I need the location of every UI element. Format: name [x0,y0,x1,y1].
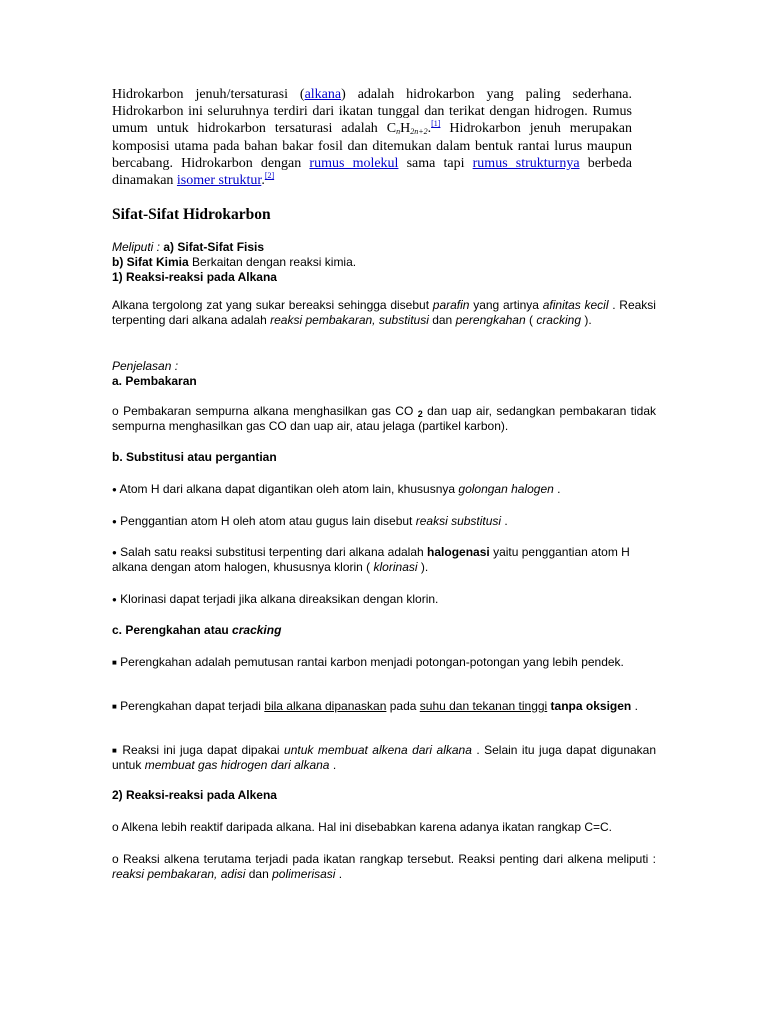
bullet-icon: ● [112,517,117,526]
text: . [631,699,638,713]
text: . Selain itu juga dapat digunakan untuk [112,743,657,772]
list-item [112,545,656,575]
term: parafin [432,298,470,312]
reference-link-1[interactable]: [1] [431,119,441,129]
sifat-fisis: a) Sifat-Sifat Fisis [163,240,265,254]
meliputi-block [112,240,656,285]
term: halogenasi [427,545,490,559]
intro-text: berbeda dinamakan [112,155,633,189]
formula-subscript: 2n+2 [410,127,428,137]
term: untuk membuat alkena dari alkana [284,743,472,757]
underlined-text: bila alkana dipanaskan [264,699,387,713]
text: yang artinya [469,298,543,312]
intro-text: H [400,121,411,137]
term: klorinasi [373,560,418,574]
intro-text: Hidrokarbon jenuh/tersaturasi ( [112,87,305,102]
text: Klorinasi dapat terjadi jika alkana direaksikan dengan klorin. [116,592,439,606]
link-rumus-molekul[interactable]: rumus molekul [309,155,399,171]
substitusi-heading: b. Substitusi atau pergantian [112,450,277,464]
text: ( [525,313,537,327]
list-item [112,699,656,714]
text: . [335,867,343,881]
text: Penggantian atom H oleh atom atau gugus lain disebut [116,514,416,528]
term: perengkahan [455,313,526,327]
term: reaksi pembakaran, substitusi [270,313,429,327]
sifat-kimia-text: Berkaitan dengan reaksi kimia. [188,255,357,269]
list-item [112,852,656,882]
text: Alkena lebih reaktif daripada alkana. Hal ini disebabkan karena adanya ikatan rangkap C=C. [118,820,613,834]
meliputi-line [112,240,656,255]
section-heading: Sifat-Sifat Hidrokarbon [112,206,271,223]
heading-text: c. Perengkahan atau [112,623,233,637]
list-item [112,820,656,835]
text: . Reaksi terpenting dari alkana adalah [112,298,656,327]
term: membuat gas hidrogen dari alkana [144,758,330,772]
text: pada [386,699,420,713]
text: Reaksi alkena terutama terjadi pada ikatan rangkap tersebut. Reaksi penting dari alkena meliputi : [118,852,656,866]
intro-text: . [261,173,265,189]
text: yaitu penggantian atom H alkana dengan atom halogen, khususnya klorin ( [112,545,630,574]
text: ). [417,560,429,574]
intro-paragraph [112,86,632,189]
list-item [112,743,656,773]
underlined-text: suhu dan tekanan tinggi [419,699,548,713]
text: Salah satu reaksi substitusi terpenting dari alkana adalah [116,545,428,559]
subsection-heading-alkena: 2) Reaksi-reaksi pada Alkena [112,788,277,802]
term: golongan halogen [458,482,554,496]
subscript: 2 [417,409,423,419]
reference-link-2[interactable]: [2] [264,171,275,181]
text: Pembakaran sempurna alkana menghasilkan gas CO [118,404,418,418]
list-item [112,514,656,529]
term: cracking [536,313,581,327]
term: afinitas kecil [542,298,609,312]
formula-subscript: n [396,127,401,137]
intro-text: sama tapi [398,155,473,171]
subsection-heading-alkana: 1) Reaksi-reaksi pada Alkana [112,270,277,284]
text: ). [581,313,592,327]
link-alkana[interactable]: alkana [304,87,342,102]
text: Perengkahan adalah pemutusan rantai karbon menjadi potongan-potongan yang lebih pendek. [116,655,624,669]
intro-text: Hidrokarbon jenuh merupakan komposisi utama pada bahan bakar fosil dan ditemukan dalam bentuk rantai lurus maupun bercabang. Hidrokarbon dengan [112,121,632,171]
text: . [501,514,508,528]
meliputi-label: Meliputi : [112,240,164,254]
intro-text: . [427,121,432,137]
circle-bullet-icon: o [112,404,119,418]
circle-bullet-icon: o [112,852,119,866]
term: tanpa oksigen [550,699,632,713]
square-bullet-icon: ■ [112,702,117,711]
text: dan [245,867,273,881]
text: Alkana tergolong zat yang sukar bereaksi sehingga disebut [112,298,433,312]
text: . [329,758,337,772]
square-bullet-icon: ■ [112,658,117,667]
link-rumus-strukturnya[interactable]: rumus strukturnya [472,155,580,171]
text: Reaksi ini juga dapat dipakai [117,743,285,757]
text: dan uap air, sedangkan pembakaran tidak sempurna menghasilkan gas CO dan uap air, atau jelaga (partikel karbon). [112,404,656,433]
circle-bullet-icon: o [112,820,119,834]
list-item [112,592,656,607]
text: Atom H dari alkana dapat digantikan oleh atom lain, khususnya [116,482,459,496]
text: Perengkahan dapat terjadi [116,699,265,713]
penjelasan-label: Penjelasan : [112,359,179,373]
square-bullet-icon: ■ [112,746,118,755]
pembakaran-paragraph [112,404,656,434]
list-item [112,482,656,497]
term: reaksi substitusi [415,514,502,528]
text: dan [428,313,456,327]
pembakaran-heading: a. Pembakaran [112,374,197,388]
perengkahan-heading [112,623,656,638]
intro-text: ) adalah hidrokarbon yang paling sederhana. Hidrokarbon ini seluruhnya terdiri dari ikatan tunggal dan terikat dengan hidrogen. Rumus umum untuk hidrokarbon tersaturasi adalah C [112,87,633,137]
text: . [553,482,561,496]
alkana-paragraph [112,298,656,328]
bullet-icon: ● [112,595,117,604]
term: reaksi pembakaran, adisi [112,867,246,881]
bullet-icon: ● [112,548,117,557]
term: polimerisasi [272,867,336,881]
heading-term: cracking [232,623,282,637]
sifat-kimia-line [112,255,656,270]
list-item [112,655,656,670]
bullet-icon: ● [112,485,117,494]
penjelasan-block [112,359,656,389]
sifat-kimia-label: b) Sifat Kimia [112,255,189,269]
link-isomer-struktur[interactable]: isomer struktur [176,173,262,189]
